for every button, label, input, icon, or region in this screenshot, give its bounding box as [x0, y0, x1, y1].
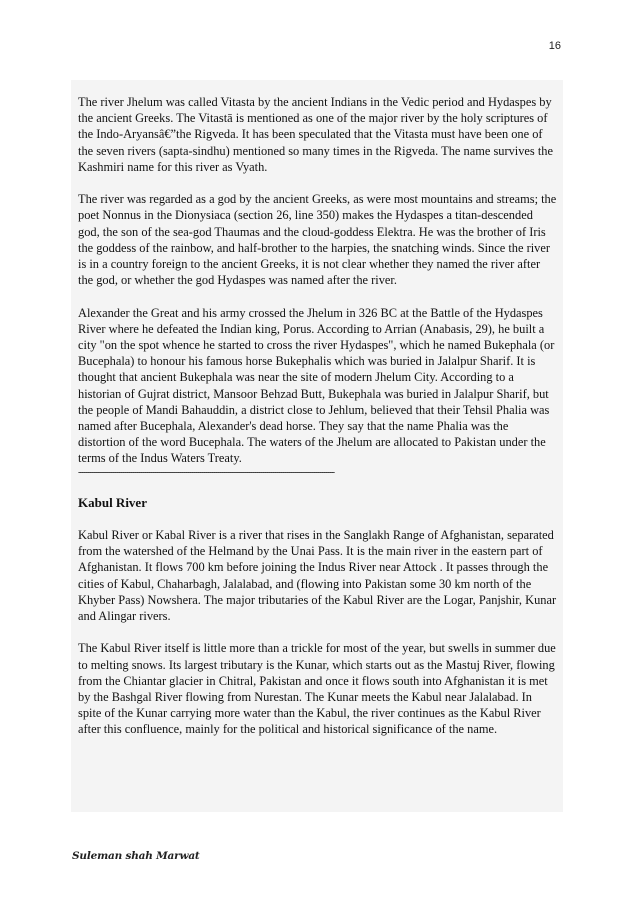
paragraph-jhelum-greeks: The river was regarded as a god by the ancient Greeks, as were most mountains and streams; the poet Nonnus in the Dionysiaca (section 26, line 350) makes the Hydaspes a titan-descended god, the son of the sea-god Thaumas and the cloud-goddess Elektra. He was the brother of Iris the goddess of the rainbow, and half-brother to the harpies, the snatching winds. Since the river is in a country foreign to the ancient Greeks, it is not clear whether they named the river after the god, or whether the god Hydaspes was named after the river.: [78, 192, 557, 288]
paragraph-kabul-tributaries: The Kabul River itself is little more than a trickle for most of the year, but swells in summer due to melting snows. Its largest tributary is the Kunar, which starts out as the Mastuj River, flowing from the Chiantar glacier in Chitral, Pakistan and once it flows south into Afghanistan it is met by the Bashgal River flowing from Nurestan. The Kunar meets the Kabul near Jalalabad. In spite of the Kunar carrying more water than the Kabul, the river continues as the Kabul River after this confluence, mainly for the political and historical significance of the name.: [78, 641, 556, 737]
author-signature: Suleman shah Marwat: [72, 850, 200, 862]
section-divider: ------------------------------------------------------------------------------------------------------------------------------: [78, 466, 334, 478]
section-heading-kabul-river: Kabul River: [78, 494, 147, 510]
paragraph-jhelum-vitasta: The river Jhelum was called Vitasta by the ancient Indians in the Vedic period and Hydaspes by the ancient Greeks. The Vitastā is mentioned as one of the major river by the holy scriptures of the Indo-Aryansâ€”the Rigveda. It has been speculated that the Vitasta must have been one of the seven rivers (sapta-sindhu) mentioned so many times in the Rigveda. The name survives the Kashmiri name for this river as Vyath.: [78, 95, 553, 174]
paragraph-kabul-origin: Kabul River or Kabal River is a river that rises in the Sanglakh Range of Afghanistan, separated from the watershed of the Helmand by the Unai Pass. It is the main river in the eastern part of Afghanistan. It flows 700 km before joining the Indus River near Attock . It passes through the cities of Kabul, Chaharbagh, Jalalabad, and (flowing into Pakistan some 30 km north of the Khyber Pass) Nowshera. The major tributaries of the Kabul River are the Logar, Panjshir, Kunar and Alingar rivers.: [78, 528, 557, 624]
article-body: [71, 80, 563, 812]
page-number: 16: [548, 40, 561, 52]
paragraph-jhelum-alexander: Alexander the Great and his army crossed the Jhelum in 326 BC at the Battle of the Hydaspes River where he defeated the Indian king, Porus. According to Arrian (Anabasis, 29), he built a city "on the spot whence he started to cross the river Hydaspes", which he named Bukephala (or Bucephala) to honour his famous horse Bukephalis which was buried in Jalalpur Sharif. It is thought that ancient Bukephala was near the site of modern Jhelum City. According to a historian of Gujrat district, Mansoor Behzad Butt, Bukephala was buried in Jalalpur Sharif, but the people of Mandi Bahauddin, a district close to Jehlum, believed that their Tehsil Phalia was named after Bucephala, Alexander's dead horse. They say that the name Phalia was the distortion of the word Bucephala. The waters of the Jhelum are allocated to Pakistan under the terms of the Indus Waters Treaty.: [78, 305, 555, 466]
